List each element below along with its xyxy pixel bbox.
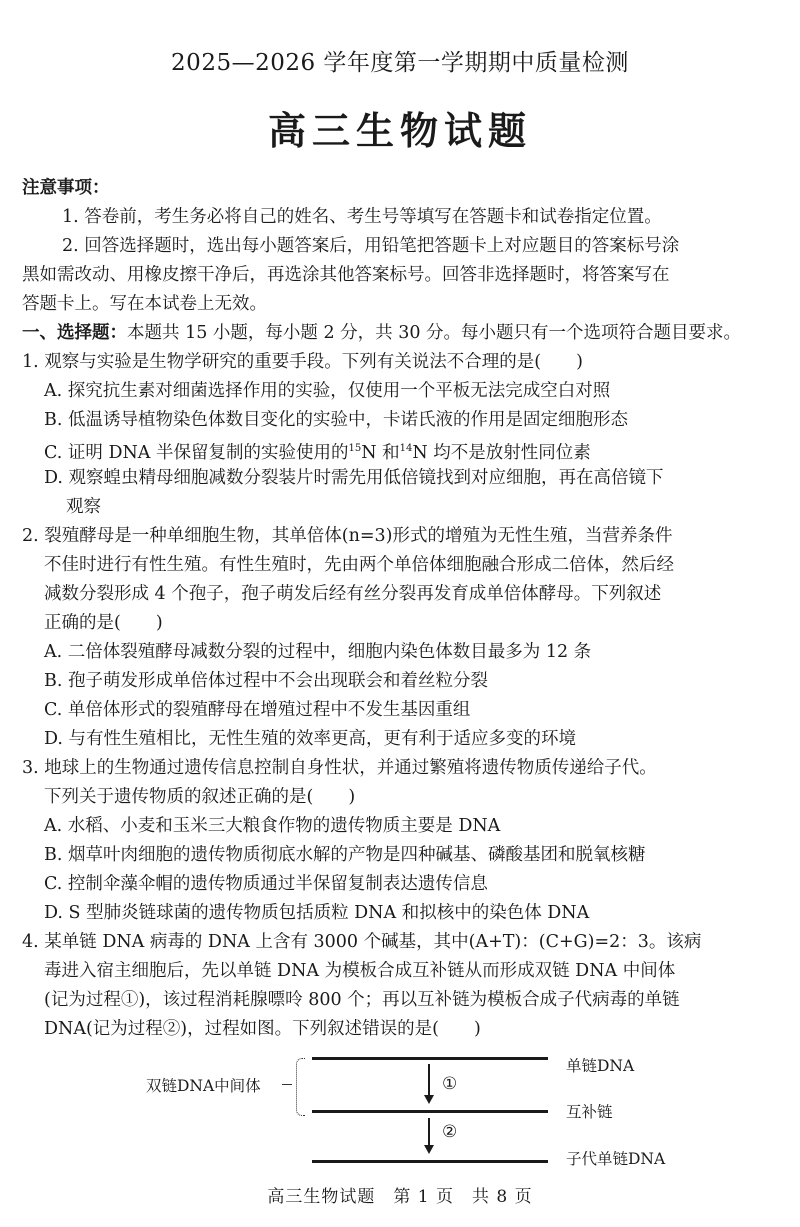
q1-option-d: D. 观察蝗虫精母细胞减数分裂装片时需先用低倍镜找到对应细胞，再在高倍镜下 <box>44 468 664 488</box>
q3-stem-1: 3. 地球上的生物通过遗传信息控制自身性状，并通过繁殖将遗传物质传递给子代。 <box>22 758 657 778</box>
notice-line-2: 2. 回答选择题时，选出每小题答案后，用铅笔把答题卡上对应题目的答案标号涂 <box>62 236 680 256</box>
q4-stem-2: 毒进入宿主细胞后，先以单链 DNA 为模板合成互补链从而形成双链 DNA 中间体 <box>44 961 676 981</box>
q2-option-c: C. 单倍体形式的裂殖酵母在增殖过程中不发生基因重组 <box>44 700 471 720</box>
q2-stem-3: 减数分裂形成 4 个孢子，孢子萌发后经有丝分裂再发育成单倍体酵母。下列叙述 <box>44 584 662 604</box>
exam-name: 2025—2026 学年度第一学期期中质量检测 <box>171 50 629 76</box>
section-description: 本题共 15 小题，每小题 2 分，共 30 分。每小题只有一个选项符合题目要求。 <box>127 323 742 343</box>
notice-line-3: 黑如需改动、用橡皮擦干净后，再选涂其他答案标号。回答非选择题时，将答案写在 <box>22 265 670 285</box>
diagram-label-connector <box>282 1084 292 1085</box>
q1-option-d-cont: 观察 <box>66 497 101 517</box>
arrow-step2-head <box>424 1145 434 1154</box>
strand-ss-dna <box>312 1057 548 1060</box>
q2-option-b: B. 孢子萌发形成单倍体过程中不会出现联会和着丝粒分裂 <box>44 671 488 691</box>
q2-option-d: D. 与有性生殖相比，无性生殖的效率更高，更有利于适应多变的环境 <box>44 729 577 749</box>
q4-stem-4: DNA(记为过程②)，过程如图。下列叙述错误的是( ) <box>44 1019 481 1039</box>
q1-stem: 1. 观察与实验是生物学研究的重要手段。下列有关说法不合理的是( ) <box>22 352 583 372</box>
q1-option-c <box>44 437 784 465</box>
strand-complementary <box>312 1110 548 1113</box>
q1-option-c-part2: N 和 <box>361 442 400 463</box>
diagram-left-label: 双链DNA中间体 <box>146 1077 261 1095</box>
q1-option-c-part3: N 均不是放射性同位素 <box>412 442 591 463</box>
q1-option-c-sup2: 14 <box>399 443 413 454</box>
page-footer: 高三生物试题 第 1 页 共 8 页 <box>267 1187 533 1207</box>
arrow-step1-shaft <box>428 1064 430 1096</box>
section-heading-label: 一、选择题： <box>22 323 127 343</box>
q1-option-a: A. 探究抗生素对细菌选择作用的实验，仅使用一个平板无法完成空白对照 <box>44 381 611 401</box>
dna-replication-diagram <box>0 1040 800 1170</box>
q3-option-b: B. 烟草叶肉细胞的遗传物质彻底水解的产物是四种碱基、磷酸基团和脱氧核糖 <box>44 845 646 865</box>
label-progeny: 子代单链DNA <box>566 1150 666 1168</box>
arrow-step2-shaft <box>428 1118 430 1146</box>
notice-heading: 注意事项： <box>22 178 110 198</box>
section-heading <box>22 321 784 345</box>
step1-label: ① <box>442 1074 458 1094</box>
q4-stem-3: (记为过程①)，该过程消耗腺嘌呤 800 个；再以互补链为模板合成子代病毒的单链 <box>44 990 680 1010</box>
q3-stem-2: 下列关于遗传物质的叙述正确的是( ) <box>44 787 356 807</box>
arrow-step1-head <box>424 1095 434 1104</box>
page-title: 高三生物试题 <box>267 108 532 153</box>
diagram-bracket <box>296 1058 305 1116</box>
notice-line-4: 答题卡上。写在本试卷上无效。 <box>22 294 267 314</box>
step2-label: ② <box>442 1122 458 1142</box>
q1-option-c-sup1: 15 <box>348 443 362 454</box>
q3-option-d: D. S 型肺炎链球菌的遗传物质包括质粒 DNA 和拟核中的染色体 DNA <box>44 903 590 923</box>
notice-line-1: 1. 答卷前，考生务必将自己的姓名、考生号等填写在答题卡和试卷指定位置。 <box>62 207 662 227</box>
q2-stem-2: 不佳时进行有性生殖。有性生殖时，先由两个单倍体细胞融合形成二倍体，然后经 <box>44 555 674 575</box>
q4-stem-1: 4. 某单链 DNA 病毒的 DNA 上含有 3000 个碱基，其中(A+T)：(C+G)=2：3。该病 <box>22 932 702 952</box>
q3-option-c: C. 控制伞藻伞帽的遗传物质通过半保留复制表达遗传信息 <box>44 874 488 894</box>
strand-progeny <box>312 1160 548 1163</box>
q3-option-a: A. 水稻、小麦和玉米三大粮食作物的遗传物质主要是 DNA <box>44 816 501 836</box>
q1-option-b: B. 低温诱导植物染色体数目变化的实验中，卡诺氏液的作用是固定细胞形态 <box>44 410 628 430</box>
q1-option-c-part1: C. 证明 DNA 半保留复制的实验使用的 <box>44 442 349 463</box>
q2-stem-1: 2. 裂殖酵母是一种单细胞生物，其单倍体(n=3)形式的增殖为无性生殖，当营养条件 <box>22 526 673 546</box>
q2-stem-4: 正确的是( ) <box>44 613 163 633</box>
label-complementary: 互补链 <box>566 1103 613 1121</box>
q2-option-a: A. 二倍体裂殖酵母减数分裂的过程中，细胞内染色体数目最多为 12 条 <box>44 642 592 662</box>
label-ss-dna: 单链DNA <box>566 1057 635 1075</box>
